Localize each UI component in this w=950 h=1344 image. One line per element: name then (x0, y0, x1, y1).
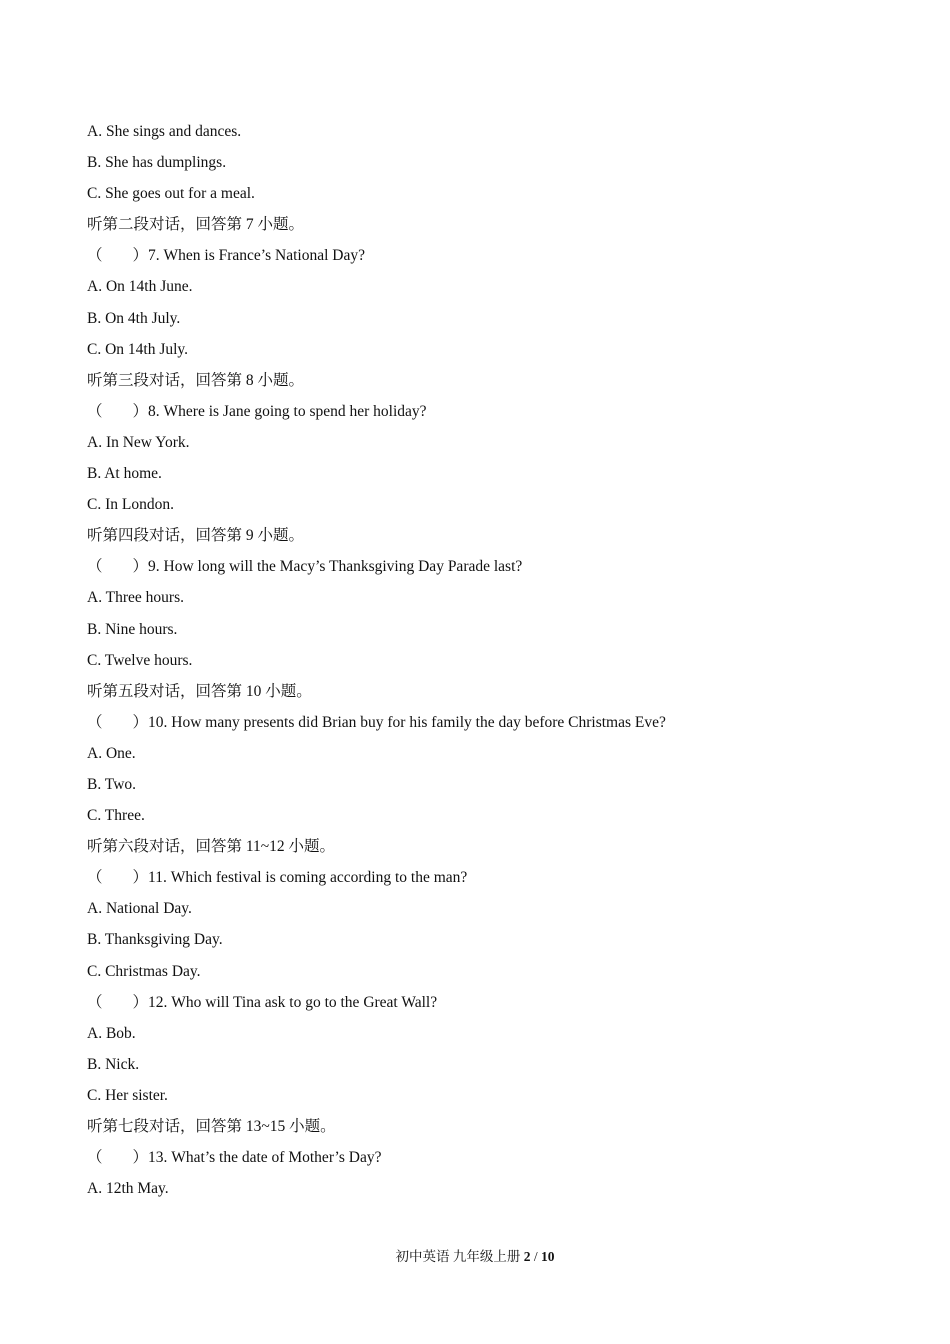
section-instruction: 听第七段对话，回答第 13~15 小题。 (87, 1118, 336, 1135)
answer-option: B. Thanksgiving Day. (87, 931, 223, 949)
page-content (87, 116, 887, 1204)
section-instruction: 听第四段对话，回答第 9 小题。 (87, 527, 305, 545)
question-text: 8. Where is Jane going to spend her holiday? (148, 402, 427, 420)
answer-option: A. 12th May. (87, 1180, 169, 1198)
question-line (87, 707, 887, 738)
answer-option: C. Christmas Day. (87, 962, 201, 980)
answer-bracket-close: ） (132, 869, 149, 887)
answer-option: B. Nine hours. (87, 620, 178, 638)
answer-bracket-close: ） (132, 1149, 149, 1167)
question-text: 10. How many presents did Brian buy for his family the day before Christmas Eve? (148, 713, 666, 731)
question-text: 13. What’s the date of Mother’s Day? (148, 1149, 382, 1167)
answer-option: C. Her sister. (87, 1086, 168, 1104)
answer-bracket-open: （ (87, 713, 103, 731)
answer-option: A. Bob. (87, 1024, 136, 1042)
question-line (87, 240, 887, 271)
answer-option: A. On 14th June. (87, 278, 193, 296)
question-text: 11. Which festival is coming according to the man? (148, 869, 468, 887)
section-instruction: 听第二段对话，回答第 7 小题。 (87, 216, 305, 234)
answer-option: A. National Day. (87, 900, 192, 918)
answer-bracket-close: ） (132, 713, 149, 731)
question-line (87, 987, 887, 1018)
answer-option: B. Nick. (87, 1055, 140, 1073)
answer-bracket-close: ） (132, 558, 149, 576)
page-footer (0, 1245, 950, 1265)
answer-option: B. She has dumplings. (87, 154, 227, 172)
answer-bracket-open: （ (87, 869, 103, 887)
answer-bracket-open: （ (87, 402, 103, 420)
answer-option: C. She goes out for a meal. (87, 185, 255, 203)
question-line (87, 1142, 887, 1173)
section-instruction: 听第六段对话，回答第 11~12 小题。 (87, 838, 336, 856)
answer-bracket-open: （ (87, 558, 103, 576)
footer-label: 初中英语 九年级上册 (395, 1249, 521, 1264)
answer-bracket-open: （ (87, 993, 103, 1011)
answer-option: A. One. (87, 744, 136, 762)
answer-option: A. She sings and dances. (87, 123, 242, 140)
answer-option: B. At home. (87, 465, 162, 483)
question-line (87, 551, 887, 582)
answer-option: B. Two. (87, 775, 137, 793)
answer-bracket-close: ） (132, 402, 149, 420)
page-number-separator: / (533, 1249, 538, 1264)
section-instruction: 听第三段对话，回答第 8 小题。 (87, 371, 305, 389)
question-text: 12. Who will Tina ask to go to the Great Wall? (148, 993, 438, 1011)
answer-option: A. Three hours. (87, 589, 184, 607)
question-line (87, 396, 887, 427)
answer-option: B. On 4th July. (87, 309, 181, 327)
answer-bracket-close: ） (132, 993, 149, 1011)
answer-option: C. In London. (87, 496, 174, 514)
answer-option: C. Twelve hours. (87, 651, 193, 669)
question-text: 9. How long will the Macy’s Thanksgiving Day Parade last? (148, 558, 523, 576)
question-line (87, 862, 887, 893)
answer-option: C. On 14th July. (87, 340, 189, 358)
answer-option: C. Three. (87, 807, 145, 825)
answer-bracket-close: ） (132, 247, 149, 265)
question-text: 7. When is France’s National Day? (148, 247, 365, 265)
section-instruction: 听第五段对话，回答第 10 小题。 (87, 682, 312, 700)
answer-bracket-open: （ (87, 247, 103, 265)
page-number-total: 10 (541, 1249, 555, 1264)
answer-option: A. In New York. (87, 433, 190, 451)
page-number-current: 2 (523, 1249, 531, 1264)
answer-bracket-open: （ (87, 1149, 103, 1167)
